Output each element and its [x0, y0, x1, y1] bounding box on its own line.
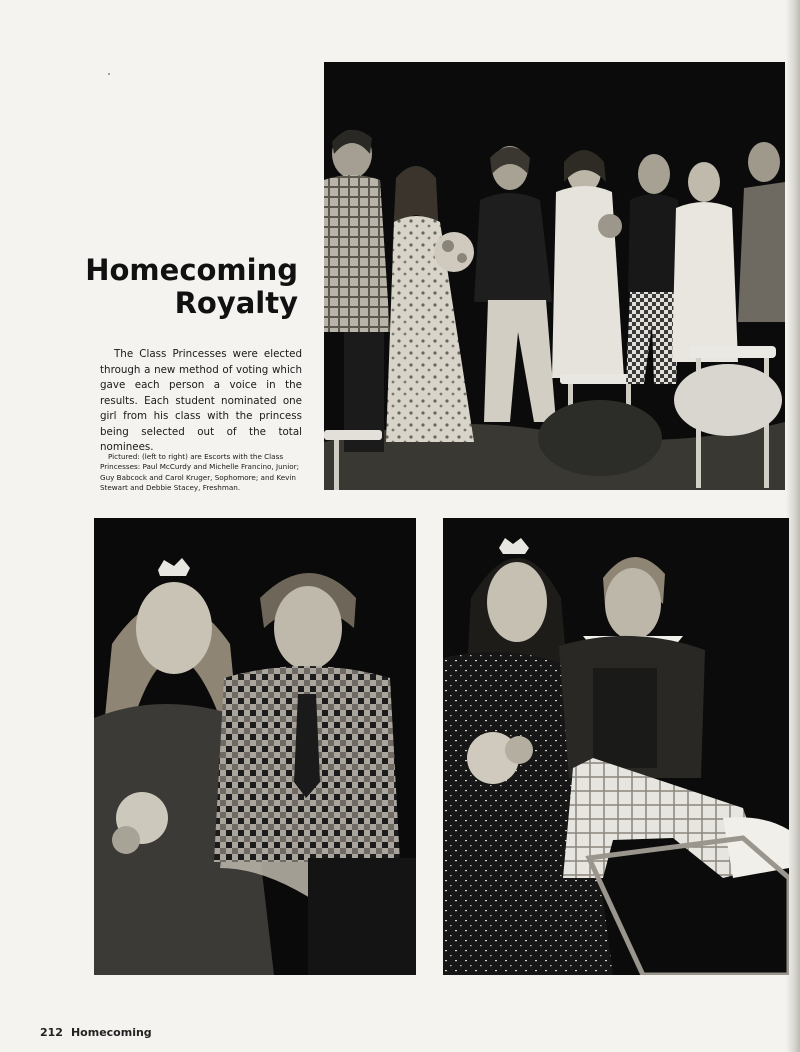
page-number: 212	[40, 1026, 63, 1039]
couple-photo-right	[443, 518, 789, 975]
group-photo-illustration	[324, 62, 785, 490]
title-line-2: Royalty	[174, 286, 298, 320]
group-photo	[324, 62, 785, 490]
page-title	[60, 254, 298, 320]
couple-photo-right-illustration	[443, 518, 789, 975]
page-folio	[40, 1026, 152, 1039]
page-speck	[108, 73, 110, 75]
section-name: Homecoming	[70, 1026, 152, 1039]
couple-photo-left	[94, 518, 416, 975]
couple-photo-left-illustration	[94, 518, 416, 975]
title-line-1: Homecoming	[85, 253, 298, 287]
photo-caption: Pictured: (left to right) are Escorts with the Class Princesses: Paul McCurdy and Michelle Francino, Junior; Guy Babcock and Carol Kruger, Sophomore; and Kevin Stewart and Debbie Stacey, Freshman.	[100, 452, 299, 492]
body-paragraph: The Class Princesses were elected through a new method of voting which gave each person a voice in the results. Each student nominated one girl from his class with the princess being selected out of the total nominees.	[100, 348, 302, 453]
